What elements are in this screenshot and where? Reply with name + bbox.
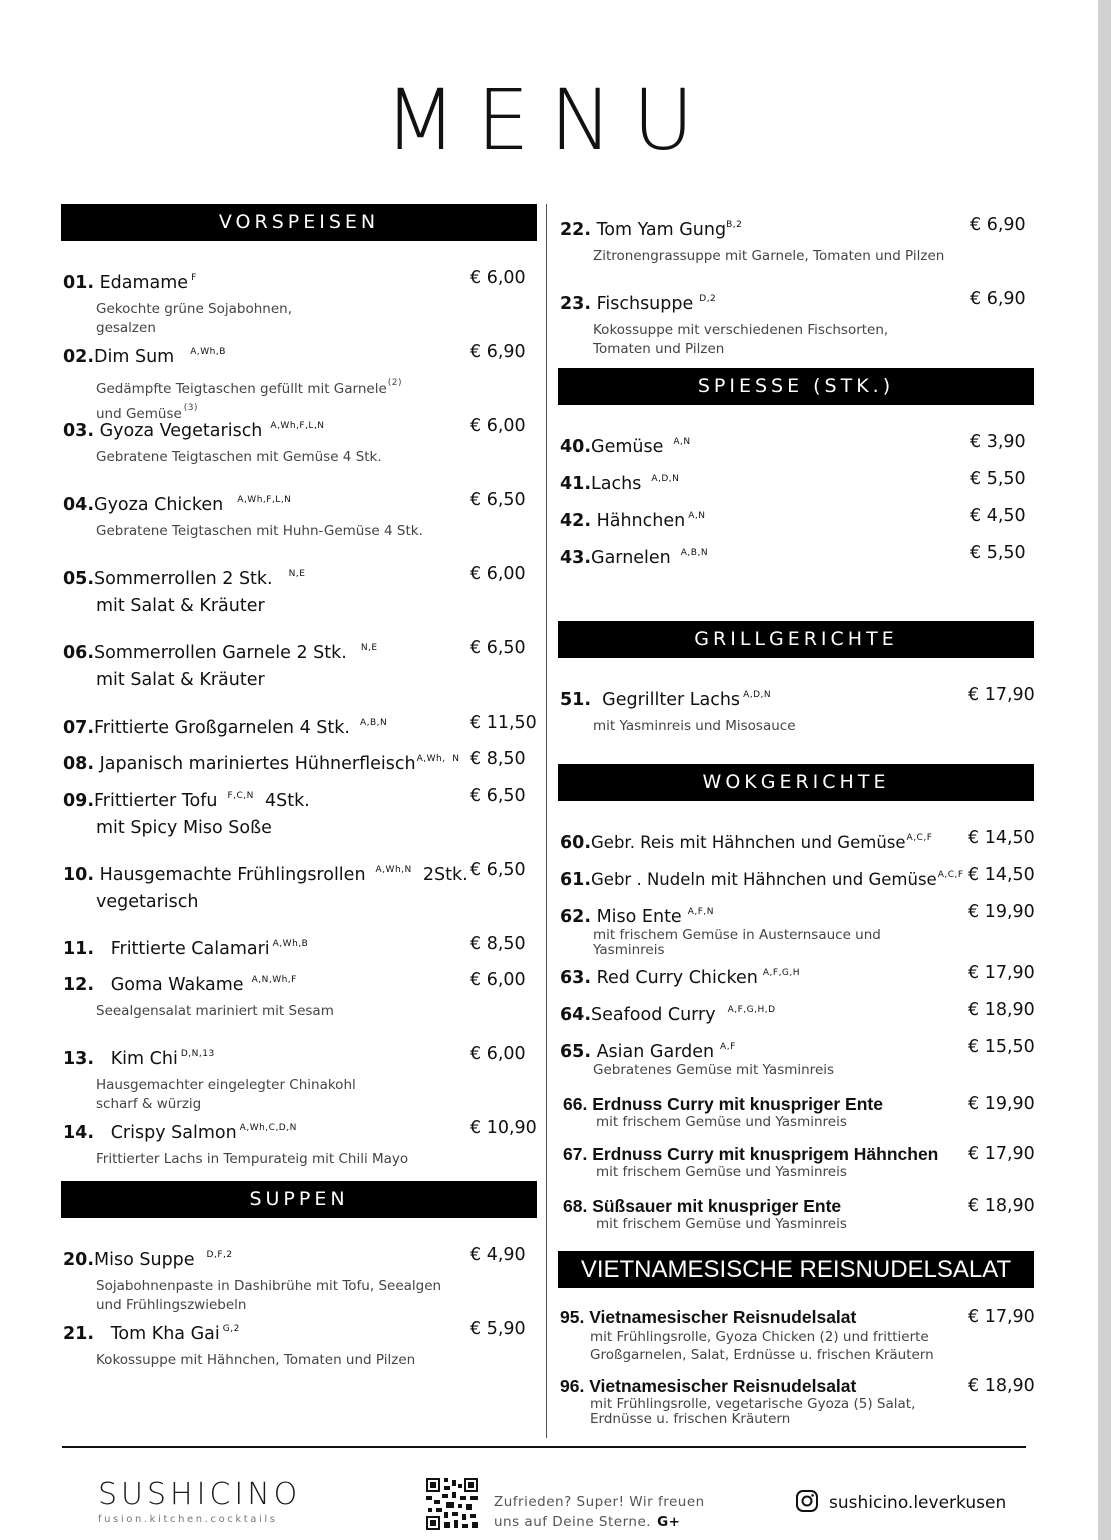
section-viet: VIETNAMESISCHE REISNUDELSALAT	[558, 1251, 1034, 1288]
item-name: Frittierte Calamari	[94, 939, 270, 959]
item-name: Garnelen	[591, 548, 671, 568]
review-line-1: Zufrieden? Super! Wir freuen	[494, 1494, 705, 1510]
item-name: Gyoza Vegetarisch	[94, 421, 263, 441]
item-allergens: B,2	[726, 220, 743, 230]
review-line-2: uns auf Deine Sterne.	[494, 1514, 652, 1530]
menu-item-11	[63, 933, 308, 960]
item-desc: Gebratene Teigtaschen mit Gemüse 4 Stk.	[96, 449, 382, 465]
item-price: € 10,90	[470, 1118, 537, 1138]
item-number: 02.	[63, 347, 95, 367]
item-name: Vietnamesischer Reisnudelsalat	[584, 1307, 857, 1327]
item-number: 51.	[560, 690, 592, 710]
item-name: Kim Chi	[94, 1049, 178, 1069]
item-name: Crispy Salmon	[94, 1123, 237, 1143]
item-price: € 6,50	[470, 860, 526, 880]
item-desc: Tomaten und Pilzen	[593, 341, 725, 357]
item-desc: Großgarnelen, Salat, Erdnüsse u. frischen Kräutern	[590, 1347, 934, 1363]
item-name: Miso Ente	[591, 907, 682, 927]
item-allergens: F	[191, 273, 197, 283]
item-number: 11.	[63, 939, 95, 959]
item-name: Gegrillter Lachs	[591, 690, 741, 710]
item-desc: mit Frühlingsrolle, Gyoza Chicken (2) und frittierte	[590, 1329, 929, 1345]
menu-item-62	[560, 901, 881, 958]
item-name: Gebr. Reis mit Hähnchen und Gemüse	[591, 833, 906, 852]
item-number: 07.	[63, 718, 95, 738]
item-allergens: A,F,G,H,D	[727, 1005, 776, 1015]
item-name: Erdnuss Curry mit knuspriger Ente	[587, 1094, 883, 1114]
item-number: 42.	[560, 511, 592, 531]
menu-item-13	[63, 1043, 356, 1114]
item-price: € 15,50	[968, 1037, 1035, 1057]
item-name: Frittierter Tofu	[94, 791, 218, 811]
item-price: € 5,50	[970, 469, 1026, 489]
item-desc: Erdnüsse u. frischen Kräutern	[590, 1411, 791, 1427]
item-desc: vegetarisch	[96, 892, 199, 912]
item-number: 66.	[563, 1094, 588, 1114]
menu-item-12	[63, 969, 334, 1021]
item-price: € 18,90	[968, 1196, 1035, 1216]
menu-item-09	[63, 785, 310, 842]
menu-item-22	[560, 214, 944, 266]
item-desc-note: (2)	[387, 378, 403, 388]
item-price: € 6,00	[470, 564, 526, 584]
item-desc: Frittierter Lachs in Tempurateig mit Chili Mayo	[96, 1151, 409, 1167]
item-name: Sommerrollen 2 Stk.	[94, 569, 273, 589]
item-price: € 5,50	[970, 543, 1026, 563]
item-allergens: A,N	[688, 511, 706, 521]
menu-item-66	[563, 1093, 883, 1130]
item-price: € 19,90	[968, 1094, 1035, 1114]
item-number: 10.	[63, 865, 95, 885]
item-desc: Sojabohnenpaste in Dashibrühe mit Tofu, Seealgen	[96, 1278, 442, 1294]
item-name: Asian Garden	[591, 1042, 715, 1062]
item-allergens: A,Wh,B	[272, 939, 309, 949]
item-number: 64.	[560, 1005, 592, 1025]
item-allergens: A,Wh, N	[416, 754, 460, 764]
item-name: Tom Yam Gung	[591, 220, 727, 240]
item-name: Frittierte Großgarnelen 4 Stk.	[94, 718, 350, 738]
item-number: 09.	[63, 791, 95, 811]
item-price: € 6,00	[470, 970, 526, 990]
item-price: € 6,90	[470, 342, 526, 362]
item-desc: Yasminreis	[593, 942, 665, 958]
item-number: 04.	[63, 495, 95, 515]
menu-item-43	[560, 542, 708, 569]
item-price: € 3,90	[970, 432, 1026, 452]
item-number: 68.	[563, 1196, 588, 1216]
column-divider	[546, 204, 547, 1438]
item-allergens: G,2	[222, 1324, 240, 1334]
menu-item-51	[560, 684, 796, 736]
item-desc: und Gemüse	[96, 406, 182, 422]
item-name: Goma Wakame	[94, 975, 244, 995]
item-name: Gemüse	[591, 437, 664, 457]
item-price: € 11,50	[470, 713, 537, 733]
menu-item-42	[560, 505, 705, 532]
item-allergens: A,C,F	[937, 870, 964, 880]
item-allergens: A,F,G,H	[762, 968, 801, 978]
item-price: € 17,90	[968, 963, 1035, 983]
item-allergens: A,B,N	[359, 718, 388, 728]
item-allergens: A,N,Wh,F	[251, 975, 297, 985]
item-allergens: N,E	[288, 569, 306, 579]
item-allergens: F,C,N	[227, 791, 254, 801]
item-name: Fischsuppe	[591, 294, 694, 314]
item-number: 65.	[560, 1042, 592, 1062]
item-number: 43.	[560, 548, 592, 568]
menu-item-67	[563, 1143, 938, 1180]
item-price: € 6,00	[470, 268, 526, 288]
instagram-link[interactable]	[795, 1489, 1006, 1517]
item-allergens: N,E	[360, 643, 378, 653]
menu-item-96	[560, 1375, 915, 1427]
item-number: 23.	[560, 294, 592, 314]
item-number: 03.	[63, 421, 95, 441]
item-name: Erdnuss Curry mit knusprigem Hähnchen	[587, 1144, 939, 1164]
menu-item-06	[63, 637, 378, 694]
menu-item-61	[560, 864, 964, 891]
item-number: 14.	[63, 1123, 95, 1143]
menu-item-02	[63, 341, 402, 424]
item-desc: mit frischem Gemüse und Yasminreis	[596, 1164, 847, 1180]
item-desc: Gebratene Teigtaschen mit Huhn-Gemüse 4 Stk.	[96, 523, 423, 539]
item-number: 40.	[560, 437, 592, 457]
google-plus-link[interactable]: G+	[657, 1514, 681, 1530]
item-name: Tom Kha Gai	[94, 1324, 220, 1344]
item-portion: 4Stk.	[253, 791, 310, 811]
menu-item-40	[560, 431, 691, 458]
item-price: € 17,90	[968, 1307, 1035, 1327]
menu-item-23	[560, 288, 888, 359]
menu-item-63	[560, 962, 800, 989]
section-vorspeisen: VORSPEISEN	[61, 204, 537, 241]
item-number: 05.	[63, 569, 95, 589]
item-price: € 5,90	[470, 1319, 526, 1339]
page-edge	[1098, 0, 1111, 1540]
item-name: Lachs	[591, 474, 642, 494]
item-allergens: A,Wh,C,D,N	[239, 1123, 297, 1133]
item-number: 06.	[63, 643, 95, 663]
brand-logo	[98, 1478, 308, 1525]
item-desc: mit Salat & Kräuter	[96, 670, 265, 690]
item-desc: Gedämpfte Teigtaschen gefüllt mit Garnele	[96, 381, 387, 397]
item-price: € 6,00	[470, 1044, 526, 1064]
item-allergens: A,B,N	[680, 548, 709, 558]
item-price: € 6,50	[470, 490, 526, 510]
item-price: € 6,50	[470, 638, 526, 658]
item-allergens: D,N,13	[180, 1049, 215, 1059]
item-name: Vietnamesischer Reisnudelsalat	[584, 1376, 857, 1396]
item-name: Dim Sum	[94, 347, 175, 367]
item-price: € 4,90	[470, 1245, 526, 1265]
item-desc: Kokossuppe mit Hähnchen, Tomaten und Pilzen	[96, 1352, 416, 1368]
item-price: € 14,50	[968, 828, 1035, 848]
item-price: € 17,90	[968, 1144, 1035, 1164]
item-name: Hähnchen	[591, 511, 686, 531]
item-number: 41.	[560, 474, 592, 494]
menu-item-10	[63, 859, 468, 916]
item-allergens: A,Wh,F,L,N	[237, 495, 292, 505]
section-spiesse: SPIESSE (STK.)	[558, 368, 1034, 405]
item-allergens: A,F	[720, 1042, 736, 1052]
item-price: € 17,90	[968, 685, 1035, 705]
item-desc: mit Spicy Miso Soße	[96, 818, 272, 838]
menu-item-04	[63, 489, 423, 541]
menu-item-41	[560, 468, 679, 495]
item-name: Edamame	[94, 273, 189, 293]
menu-item-05	[63, 563, 305, 620]
item-number: 60.	[560, 833, 592, 853]
item-name: Seafood Curry	[591, 1005, 716, 1025]
section-grill: GRILLGERICHTE	[558, 621, 1034, 658]
item-price: € 14,50	[968, 865, 1035, 885]
item-allergens: A,Wh,F,L,N	[270, 421, 325, 431]
item-desc: Kokossuppe mit verschiedenen Fischsorten,	[593, 322, 889, 338]
item-number: 13.	[63, 1049, 95, 1069]
menu-item-21	[63, 1318, 415, 1370]
menu-item-64	[560, 999, 776, 1026]
item-price: € 8,50	[470, 749, 526, 769]
menu-item-68	[563, 1195, 847, 1232]
item-price: € 4,50	[970, 506, 1026, 526]
item-allergens: D,2	[699, 294, 717, 304]
qr-code-icon[interactable]	[426, 1478, 478, 1530]
menu-item-01	[63, 267, 292, 338]
item-name: Hausgemachte Frühlingsrollen	[94, 865, 366, 885]
item-name: Red Curry Chicken	[591, 968, 758, 988]
item-number: 01.	[63, 273, 95, 293]
item-allergens: A,F,N	[687, 907, 714, 917]
item-price: € 6,50	[470, 786, 526, 806]
item-desc: mit frischem Gemüse und Yasminreis	[596, 1114, 847, 1130]
item-name: Miso Suppe	[94, 1250, 195, 1270]
menu-item-65	[560, 1036, 834, 1078]
menu-item-20	[63, 1244, 441, 1315]
item-desc: Gebratenes Gemüse mit Yasminreis	[593, 1062, 835, 1078]
item-desc-note: (3)	[183, 403, 199, 413]
item-allergens: A,Wh,N	[375, 865, 412, 875]
item-price: € 6,90	[970, 215, 1026, 235]
item-number: 08.	[63, 754, 95, 774]
item-desc: mit Yasminreis und Misosauce	[593, 718, 796, 734]
item-name: Gebr . Nudeln mit Hähnchen und Gemüse	[591, 870, 937, 889]
item-number: 21.	[63, 1324, 95, 1344]
item-number: 62.	[560, 907, 592, 927]
item-number: 95.	[560, 1307, 585, 1327]
item-price: € 18,90	[968, 1376, 1035, 1396]
item-allergens: D,F,2	[206, 1250, 233, 1260]
item-price: € 8,50	[470, 934, 526, 954]
footer-rule	[62, 1446, 1026, 1448]
item-name: Japanisch mariniertes Hühnerfleisch	[94, 754, 416, 774]
instagram-icon	[795, 1489, 819, 1517]
item-desc: mit frischem Gemüse in Austernsauce und	[593, 927, 881, 943]
item-number: 22.	[560, 220, 592, 240]
menu-item-03	[63, 415, 382, 467]
item-desc: Zitronengrassuppe mit Garnele, Tomaten und Pilzen	[593, 248, 945, 264]
item-desc: scharf & würzig	[96, 1096, 202, 1112]
menu-title: MENU	[384, 71, 714, 169]
item-desc: Gekochte grüne Sojabohnen,	[96, 301, 293, 317]
item-name: Süßsauer mit knuspriger Ente	[587, 1196, 842, 1216]
item-number: 20.	[63, 1250, 95, 1270]
item-desc: mit Frühlingsrolle, vegetarische Gyoza (5) Salat,	[590, 1396, 916, 1412]
item-price: € 18,90	[968, 1000, 1035, 1020]
item-number: 96.	[560, 1376, 585, 1396]
brand-tagline: fusion.kitchen.cocktails	[98, 1514, 278, 1525]
menu-item-14	[63, 1117, 408, 1169]
menu-item-60	[560, 827, 932, 854]
item-allergens: A,N	[673, 437, 691, 447]
item-name: Sommerrollen Garnele 2 Stk.	[94, 643, 347, 663]
item-price: € 6,90	[970, 289, 1026, 309]
item-desc: mit frischem Gemüse und Yasminreis	[596, 1216, 847, 1232]
item-desc: Hausgemachter eingelegter Chinakohl	[96, 1077, 356, 1093]
item-desc: Seealgensalat mariniert mit Sesam	[96, 1003, 334, 1019]
menu-item-08	[63, 748, 460, 775]
instagram-handle: sushicino.leverkusen	[829, 1493, 1007, 1513]
item-price: € 6,00	[470, 416, 526, 436]
item-portion: 2Stk.	[411, 865, 468, 885]
item-allergens: A,D,N	[651, 474, 680, 484]
item-number: 12.	[63, 975, 95, 995]
section-suppen: SUPPEN	[61, 1181, 537, 1218]
brand-name: SUSHICINO	[98, 1477, 302, 1512]
item-allergens: A,Wh,B	[190, 347, 226, 357]
item-number: 61.	[560, 870, 592, 890]
menu-item-95	[560, 1306, 934, 1364]
item-allergens: A,D,N	[743, 690, 772, 700]
item-price: € 19,90	[968, 902, 1035, 922]
review-invite	[494, 1492, 705, 1532]
item-number: 63.	[560, 968, 592, 988]
menu-item-07	[63, 712, 387, 739]
item-number: 67.	[563, 1144, 588, 1164]
item-desc: und Frühlingszwiebeln	[96, 1297, 247, 1313]
item-desc: gesalzen	[96, 320, 156, 336]
item-allergens: A,C,F	[906, 833, 933, 843]
item-name: Gyoza Chicken	[94, 495, 224, 515]
section-wok: WOKGERICHTE	[558, 764, 1034, 801]
item-desc: mit Salat & Kräuter	[96, 596, 265, 616]
